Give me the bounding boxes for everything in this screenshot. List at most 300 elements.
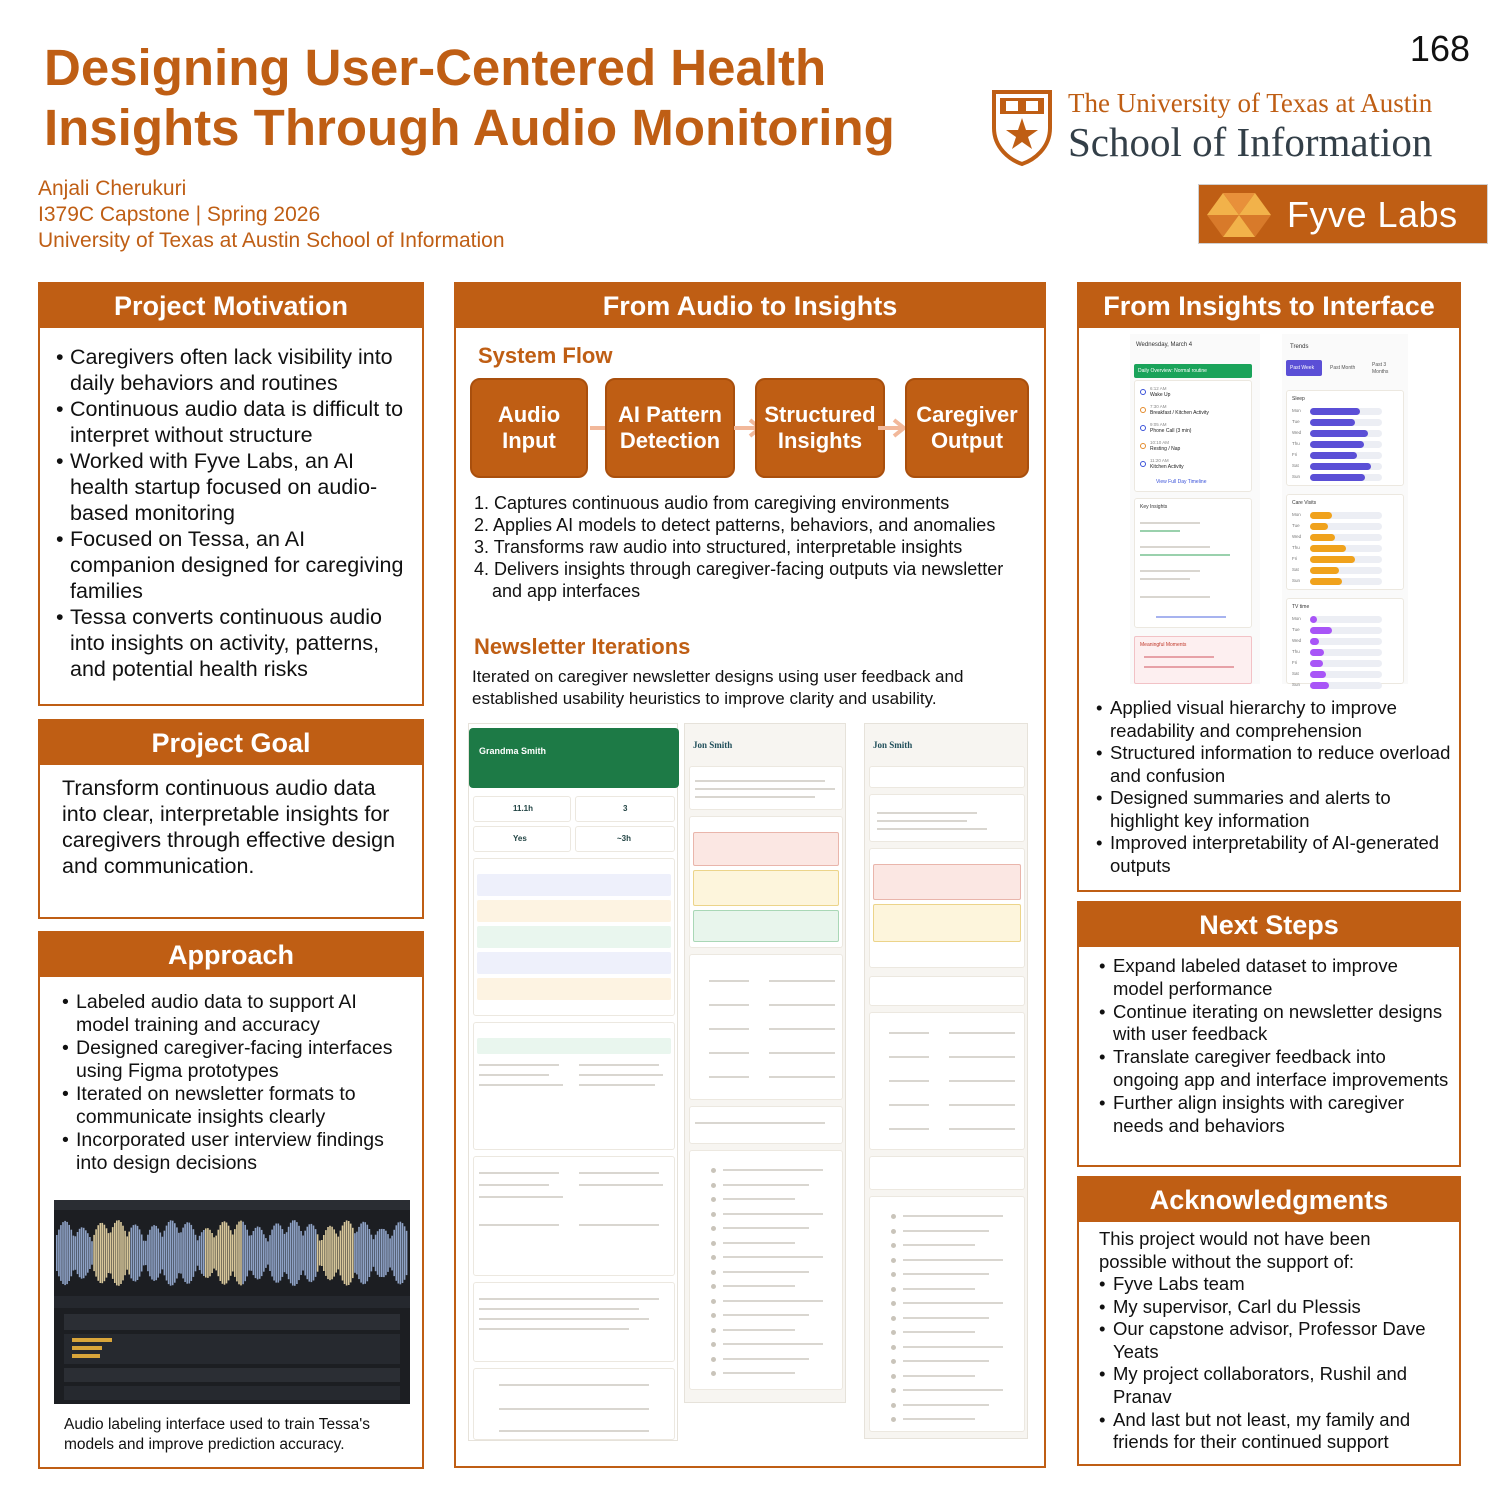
flow-label: Audio (497, 402, 561, 427)
waveform-bar (174, 1223, 176, 1283)
poster-title-line1: Designing User-Centered Health (44, 39, 827, 96)
waveform-bar (354, 1233, 356, 1273)
waveform-bar (371, 1235, 373, 1272)
timeline-line (903, 1302, 1003, 1304)
day-label: Sat (1292, 463, 1299, 468)
poster-number: 168 (1409, 28, 1470, 69)
day-label: Wed (1292, 534, 1302, 539)
waveform-bar (329, 1226, 331, 1280)
waveform-bar (383, 1229, 385, 1277)
timeline-line (903, 1360, 989, 1362)
day-label: Sun (1292, 578, 1301, 583)
waveform-bar (406, 1231, 408, 1275)
day-label: Fri (1292, 660, 1298, 665)
day-label: Sun (1292, 682, 1301, 687)
waveform-bar (273, 1226, 275, 1281)
waveform-bar (286, 1232, 288, 1274)
waveform-bar (143, 1241, 145, 1266)
waveform-bar (375, 1235, 377, 1272)
list-item: • Continue iterating on newsletter designs with user feedback (1099, 1001, 1449, 1047)
day-label: Thu (1292, 441, 1300, 446)
waveform-bar (75, 1236, 77, 1270)
timeline-line (903, 1273, 989, 1275)
waveform-bar (261, 1230, 263, 1276)
waveform-bar (116, 1221, 118, 1286)
waveform-bar (203, 1230, 205, 1276)
timeline-time: 10:10 AM (1150, 440, 1170, 445)
waveform-bar (182, 1228, 184, 1279)
timeline-line (723, 1227, 809, 1229)
waveform-bar (60, 1225, 62, 1281)
trend-bar (1310, 463, 1371, 470)
waveform-bar (168, 1222, 170, 1284)
waveform-bar (162, 1237, 164, 1270)
list-item: • Continuous audio data is difficult to interpret without structure (56, 396, 412, 448)
day-label: Sat (1292, 567, 1299, 572)
timeline-line (723, 1285, 795, 1287)
next-steps-heading: Next Steps (1079, 903, 1459, 947)
day-label: Sun (1292, 474, 1301, 479)
waveform-bar (157, 1229, 159, 1278)
waveform-bar (197, 1240, 199, 1265)
trend-bar (1310, 682, 1329, 689)
list-item: • Fyve Labs team (1099, 1273, 1449, 1296)
trend-bar (1310, 430, 1368, 437)
interface-list (1096, 697, 1452, 877)
waveform-bar (346, 1220, 348, 1285)
timeline-line (723, 1358, 809, 1360)
waveform-bar (362, 1222, 364, 1284)
trend-bar (1310, 567, 1339, 574)
list-item: • Applied visual hierarchy to improve readability and comprehension (1096, 697, 1452, 742)
waveform-bar (340, 1231, 342, 1276)
trend-bar (1310, 408, 1360, 415)
flow-label: Input (502, 428, 556, 453)
waveform-bar (120, 1222, 122, 1284)
waveform-bar (64, 1221, 66, 1285)
waveform-bar (379, 1229, 381, 1277)
timeline-line (723, 1271, 809, 1273)
timeline-line (723, 1343, 823, 1345)
system-flow-heading: System Flow (478, 343, 613, 368)
trends-label: Trends (1290, 344, 1309, 350)
waveform-graphic (54, 1210, 410, 1296)
audio-labeling-screenshot (54, 1200, 410, 1404)
waveform-bar (369, 1229, 371, 1277)
timeline-icon (891, 1229, 896, 1234)
waveform-bar (211, 1233, 213, 1273)
timeline-icon (891, 1359, 896, 1364)
waveform-bar (284, 1234, 286, 1272)
day-label: Mon (1292, 408, 1301, 413)
list-item: • Designed caregiver-facing interfaces using Figma prototypes (62, 1037, 412, 1083)
waveform-bar (124, 1231, 126, 1275)
timeline-icon (891, 1214, 896, 1219)
flow-label: Caregiver (916, 402, 1018, 427)
waveform-bar (257, 1227, 259, 1280)
waveform-bar (236, 1225, 238, 1282)
trend-bar (1310, 556, 1355, 563)
timeline-line (723, 1300, 823, 1302)
waveform-bar (131, 1228, 133, 1279)
waveform-bar (191, 1225, 193, 1281)
waveform-bar (290, 1223, 292, 1284)
trend-bar (1310, 627, 1332, 634)
timeline-line (723, 1329, 795, 1331)
newsletter-mock-3 (864, 723, 1028, 1439)
timeline-label[interactable]: Phone Call (3 min) (1150, 428, 1192, 434)
waveform-bar (356, 1232, 358, 1275)
timeline-icon (1140, 425, 1146, 431)
newsletter-text: Iterated on caregiver newsletter designs using user feedback and established usability heuristics to improve clarity and usability. (472, 667, 964, 708)
waveform-bar (145, 1241, 147, 1265)
mock-name: Jon Smith (873, 740, 913, 750)
list-item: • My project collaborators, Rushil and Pranav (1099, 1363, 1449, 1408)
waveform-bar (189, 1223, 191, 1284)
timeline-icon (711, 1299, 716, 1304)
waveform-bar (207, 1228, 209, 1278)
day-label: Sat (1292, 671, 1299, 676)
trend-bar (1310, 474, 1365, 481)
flow-label: Output (930, 428, 1004, 453)
waveform-bar (387, 1234, 389, 1272)
waveform-bar (77, 1232, 79, 1274)
day-label: Tue (1292, 523, 1300, 528)
waveform-bar (209, 1230, 211, 1277)
timeline-icon (711, 1284, 716, 1289)
waveform-bar (280, 1226, 282, 1281)
day-label: Fri (1292, 556, 1298, 561)
acknowledgments-list (1099, 1273, 1449, 1454)
day-label: Tue (1292, 627, 1300, 632)
waveform-bar (95, 1229, 97, 1276)
waveform-bar (389, 1238, 391, 1267)
timeline-label[interactable]: Kitchen Activity (1150, 464, 1184, 470)
timeline-icon (1140, 389, 1146, 395)
waveform-bar (323, 1235, 325, 1271)
waveform-bar (331, 1227, 333, 1280)
list-item: • Further align insights with caregiver needs and behaviors (1099, 1092, 1449, 1138)
timeline-icon (891, 1345, 896, 1350)
waveform-bar (253, 1231, 255, 1275)
waveform-bar (321, 1240, 323, 1266)
waveform-bar (155, 1226, 157, 1280)
waveform-bar (66, 1222, 68, 1284)
timeline-icon (711, 1241, 716, 1246)
list-item: • Iterated on newsletter formats to communicate insights clearly (62, 1083, 412, 1129)
timeline-line (723, 1372, 795, 1374)
timeline-label[interactable]: Breakfast / Kitchen Activity (1150, 410, 1209, 416)
waveform-bar (139, 1229, 141, 1276)
list-item: • Our capstone advisor, Professor Dave Yeats (1099, 1318, 1449, 1363)
waveform-bar (302, 1236, 304, 1271)
newsletter-mock-1 (468, 723, 678, 1441)
waveform-bar (238, 1222, 240, 1285)
timeline-line (903, 1259, 1003, 1261)
timeline-icon (711, 1212, 716, 1217)
affiliation: University of Texas at Austin School of Information (38, 229, 505, 252)
waveform-bar (186, 1222, 188, 1283)
waveform-bar (315, 1229, 317, 1277)
waveform-bar (263, 1234, 265, 1271)
next-steps-panel (1077, 901, 1461, 1167)
newsletter-heading: Newsletter Iterations (474, 634, 691, 659)
timeline-icon (711, 1226, 716, 1231)
waveform-bar (244, 1225, 246, 1281)
list-item: 3. Transforms raw audio into structured, interpretable insights (474, 537, 963, 557)
timeline-icon (891, 1403, 896, 1408)
waveform-bar (226, 1223, 228, 1284)
timeline-icon (891, 1272, 896, 1277)
waveform-bar (232, 1235, 234, 1272)
waveform-bar (68, 1225, 70, 1281)
mock-stat: 3 (623, 804, 628, 813)
waveform-bar (350, 1224, 352, 1283)
waveform-bar (106, 1228, 108, 1277)
timeline-line (723, 1198, 795, 1200)
sleep-label: Sleep (1292, 396, 1305, 402)
waveform-bar (296, 1222, 298, 1284)
waveform-bar (153, 1225, 155, 1281)
waveform-bar (377, 1231, 379, 1275)
waveform-bar (333, 1229, 335, 1276)
waveform-bar (126, 1236, 128, 1269)
timeline-line (723, 1184, 809, 1186)
waveform-bar (91, 1241, 93, 1265)
trend-bar (1310, 512, 1332, 519)
fyve-labs-name: Fyve Labs (1287, 194, 1458, 235)
timeline-icon (891, 1388, 896, 1393)
waveform-bar (172, 1221, 174, 1286)
waveform-bar (128, 1232, 130, 1275)
day-label: Thu (1292, 545, 1300, 550)
waveform-bar (93, 1235, 95, 1271)
timeline-icon (711, 1313, 716, 1318)
waveform-bar (319, 1241, 321, 1266)
waveform-bar (218, 1230, 220, 1277)
waveform-bar (391, 1236, 393, 1271)
waveform-bar (118, 1220, 120, 1286)
waveform-bar (282, 1229, 284, 1277)
waveform-bar (62, 1222, 64, 1284)
waveform-bar (352, 1228, 354, 1278)
list-item: • Structured information to reduce overload and confusion (1096, 742, 1452, 787)
waveform-bar (164, 1231, 166, 1276)
timeline-line (903, 1331, 975, 1333)
day-label: Mon (1292, 616, 1301, 621)
day-label: Tue (1292, 419, 1300, 424)
waveform-bar (201, 1232, 203, 1274)
timeline-line (903, 1346, 1003, 1348)
timeline-line (723, 1256, 823, 1258)
timeline-line (903, 1389, 1003, 1391)
timeline-line (723, 1314, 809, 1316)
trend-bar (1310, 452, 1357, 459)
timeline-line (903, 1215, 1003, 1217)
timeline-time: 6:12 AM (1150, 386, 1167, 391)
waveform-bar (402, 1223, 404, 1283)
waveform-bar (135, 1225, 137, 1282)
timeline-icon (1140, 407, 1146, 413)
timeline-icon (1140, 461, 1146, 467)
waveform-bar (224, 1221, 226, 1284)
timeline-icon (891, 1301, 896, 1306)
waveform-bar (344, 1222, 346, 1284)
timeline-icon (891, 1374, 896, 1379)
waveform-bar (360, 1224, 362, 1283)
list-item: 2. Applies AI models to detect patterns, behaviors, and anomalies (474, 515, 996, 535)
timeline-line (903, 1317, 989, 1319)
waveform-bar (325, 1230, 327, 1276)
trend-bar (1310, 638, 1319, 645)
timeline-icon (711, 1255, 716, 1260)
trend-bar (1310, 671, 1326, 678)
waveform-bar (327, 1227, 329, 1279)
waveform-bar (73, 1236, 75, 1271)
list-item: • My supervisor, Carl du Plessis (1099, 1296, 1449, 1319)
timeline-icon (891, 1417, 896, 1422)
waveform-bar (79, 1229, 81, 1277)
timeline-icon (711, 1168, 716, 1173)
goal-text: Transform continuous audio data into clear, interpretable insights for caregivers through effective design and communication. (62, 776, 396, 878)
waveform-bar (141, 1235, 143, 1272)
waveform-bar (265, 1238, 267, 1268)
mock-stat: Yes (513, 834, 527, 843)
flow-step-structured-insights (755, 378, 885, 478)
list-item: • Incorporated user interview findings into design decisions (62, 1129, 412, 1175)
waveform-bar (348, 1221, 350, 1285)
waveform-bar (108, 1233, 110, 1273)
tab-past-month[interactable]: Past Month (1330, 365, 1356, 371)
waveform-bar (137, 1226, 139, 1280)
mock-name: Grandma Smith (479, 746, 547, 756)
list-item: • Improved interpretability of AI-generated outputs (1096, 832, 1452, 877)
waveform-bar (149, 1230, 151, 1277)
waveform-bar (147, 1235, 149, 1272)
day-label: Mon (1292, 512, 1301, 517)
next-steps-list (1099, 955, 1449, 1137)
waveform-bar (133, 1225, 135, 1281)
trend-bar (1310, 419, 1355, 426)
timeline-icon (891, 1287, 896, 1292)
trend-bar (1310, 616, 1317, 623)
waveform-bar (151, 1226, 153, 1279)
list-item: • Focused on Tessa, an AI companion designed for caregiving families (56, 526, 412, 604)
day-label: Fri (1292, 452, 1298, 457)
trend-bar (1310, 534, 1335, 541)
waveform-bar (170, 1220, 172, 1285)
fyve-mark-icon (1205, 191, 1277, 239)
timeline-line (723, 1213, 823, 1215)
timeline-label[interactable]: Wake Up (1150, 392, 1171, 398)
app-date: Wednesday, March 4 (1136, 342, 1193, 348)
motivation-panel (38, 282, 424, 706)
flow-step-caregiver-output (905, 378, 1029, 478)
key-insights-label: Key Insights (1140, 504, 1168, 510)
waveform-bar (298, 1226, 300, 1280)
waveform-bar (307, 1227, 309, 1280)
school-name: School of Information (1068, 119, 1433, 165)
waveform-bar (317, 1234, 319, 1271)
waveform-bar (267, 1241, 269, 1264)
waveform-bar (240, 1221, 242, 1286)
timeline-label[interactable]: Resting / Nap (1150, 446, 1181, 452)
flow-step-audio-input (470, 378, 588, 478)
timeline-time: 9:05 AM (1150, 422, 1167, 427)
view-timeline-link[interactable]: View Full Day Timeline (1156, 479, 1207, 485)
acknowledgments-intro: This project would not have been possible without the support of: (1099, 1228, 1371, 1272)
waveform-bar (160, 1233, 162, 1274)
list-item: 1. Captures continuous audio from caregiving environments (474, 493, 950, 513)
acknowledgments-heading: Acknowledgments (1079, 1178, 1459, 1222)
waveform-bar (278, 1224, 280, 1283)
tab-past-3-months[interactable]: Past 3 Months (1372, 362, 1389, 375)
waveform-bar (87, 1233, 89, 1273)
poster-title-line2: Insights Through Audio Monitoring (44, 99, 895, 156)
waveform-bar (381, 1229, 383, 1277)
timeline-line (723, 1169, 823, 1171)
waveform-bar (104, 1225, 106, 1282)
waveform-bar (342, 1226, 344, 1281)
waveform-bar (304, 1231, 306, 1276)
timeline-line (903, 1288, 975, 1290)
waveform-bar (89, 1237, 91, 1269)
waveform-bar (385, 1231, 387, 1276)
waveform-bar (294, 1220, 296, 1286)
list-item: • Labeled audio data to support AI model training and accuracy (62, 991, 412, 1037)
motivation-heading: Project Motivation (40, 284, 422, 328)
approach-heading: Approach (40, 933, 422, 977)
waveform-bar (396, 1225, 398, 1281)
timeline-icon (711, 1270, 716, 1275)
insights-to-interface-heading: From Insights to Interface (1079, 284, 1459, 328)
waveform-bar (367, 1225, 369, 1282)
waveform-bar (97, 1225, 99, 1281)
timeline-line (903, 1404, 989, 1406)
system-steps-list (474, 492, 1034, 602)
bar-track (1310, 638, 1382, 645)
waveform-bar (404, 1226, 406, 1280)
audio-to-insights-heading: From Audio to Insights (456, 284, 1044, 328)
list-item: • And last but not least, my family and friends for their continued support (1099, 1409, 1449, 1454)
waveform-bar (249, 1236, 251, 1271)
waveform-bar (114, 1223, 116, 1283)
goal-panel (38, 719, 424, 919)
timeline-icon (1140, 443, 1146, 449)
flow-label: Detection (619, 428, 721, 453)
waveform-bar (269, 1235, 271, 1271)
waveform-bar (83, 1228, 85, 1278)
flow-label: Structured (764, 402, 876, 427)
waveform-bar (122, 1226, 124, 1281)
waveform-bar (199, 1236, 201, 1270)
timeline-icon (711, 1342, 716, 1347)
waveform-bar (222, 1222, 224, 1284)
tab-past-week[interactable]: Past Week (1290, 365, 1315, 371)
waveform-bar (255, 1228, 257, 1278)
app-mock-trends (1282, 334, 1408, 687)
meaningful-moments-label: Meaningful Moments (1140, 642, 1187, 648)
newsletter-mock-2 (684, 723, 846, 1403)
waveform-bar (220, 1225, 222, 1281)
waveform-bar (373, 1239, 375, 1267)
waveform-bar (275, 1224, 277, 1283)
mock-name: Jon Smith (693, 740, 733, 750)
waveform-bar (58, 1230, 60, 1277)
waveform-bar (180, 1232, 182, 1273)
trend-bar (1310, 578, 1342, 585)
waveform-bar (393, 1230, 395, 1276)
